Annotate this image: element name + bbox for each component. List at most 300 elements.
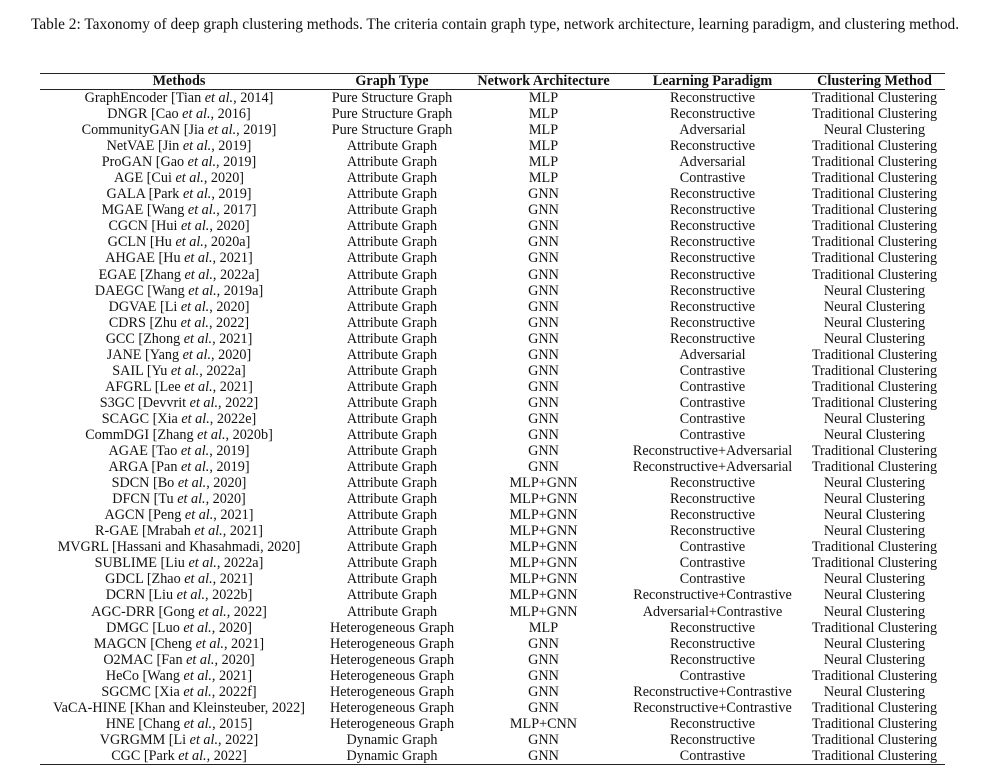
citation-author: Cui — [151, 170, 172, 187]
learning-paradigm-cell: Reconstructive — [669, 475, 756, 492]
network-architecture-cell: GNN — [528, 410, 559, 427]
method-name: DMGC — [106, 619, 149, 636]
citation-year: 2019 — [218, 138, 247, 155]
citation-etal: et al. — [183, 715, 213, 732]
method-name: VaCA-HINE — [52, 699, 127, 716]
table-row — [40, 732, 945, 748]
table-row — [40, 363, 945, 379]
citation-author: Gong — [163, 603, 195, 620]
citation-etal: et al. — [182, 106, 211, 123]
citation-etal: et al. — [183, 330, 213, 347]
method-cell: VGRGMM [Li et al., 2022] — [99, 731, 259, 748]
citation-etal: et al. — [182, 346, 211, 363]
network-architecture-cell: MLP — [528, 106, 559, 123]
table-row — [40, 283, 945, 299]
table-row — [40, 267, 945, 283]
table-row — [40, 459, 945, 475]
table-header-row — [40, 74, 945, 90]
graph-type-cell: Attribute Graph — [346, 539, 438, 556]
table-row — [40, 475, 945, 491]
network-architecture-cell: GNN — [528, 186, 559, 203]
graph-type-cell: Attribute Graph — [346, 443, 438, 460]
method-cell: CGCN [Hui et al., 2020] — [108, 218, 250, 235]
graph-type-cell: Attribute Graph — [346, 234, 438, 251]
learning-paradigm-cell: Reconstructive — [669, 282, 756, 299]
method-cell: SAIL [Yu et al., 2022a] — [112, 362, 246, 379]
clustering-method-cell: Traditional Clustering — [811, 186, 938, 203]
method-cell: CommDGI [Zhang et al., 2020b] — [85, 426, 273, 443]
network-architecture-cell: GNN — [528, 378, 559, 395]
learning-paradigm-cell: Reconstructive — [669, 635, 756, 652]
method-cell: DMGC [Luo et al., 2020] — [106, 619, 252, 636]
table-row — [40, 122, 945, 138]
citation-etal: et al. — [180, 443, 210, 460]
citation-year: 2019 — [218, 186, 247, 203]
graph-type-cell: Attribute Graph — [346, 410, 438, 427]
citation-author: Park — [148, 747, 175, 764]
citation-author: Bo — [157, 475, 175, 492]
citation-etal: et al. — [183, 619, 212, 636]
clustering-method-cell: Traditional Clustering — [811, 539, 938, 556]
citation-etal: et al. — [197, 426, 226, 443]
network-architecture-cell: GNN — [528, 298, 559, 315]
network-architecture-cell: MLP — [528, 619, 559, 636]
citation-etal: et al. — [181, 410, 210, 427]
learning-paradigm-cell: Reconstructive+Contrastive — [633, 699, 792, 716]
citation-author: Gao — [160, 154, 185, 171]
citation-author: Khan and Kleinsteuber — [134, 699, 265, 716]
method-name: AGCN — [104, 507, 145, 524]
network-architecture-cell: GNN — [528, 234, 559, 251]
citation-etal: et al. — [184, 250, 213, 267]
header-methods: Methods — [40, 74, 318, 90]
graph-type-cell: Attribute Graph — [346, 475, 438, 492]
method-cell: HNE [Chang et al., 2015] — [105, 715, 253, 732]
citation-etal: et al. — [176, 587, 206, 604]
method-cell: AGCN [Peng et al., 2021] — [104, 507, 254, 524]
citation-etal: et al. — [175, 234, 204, 251]
method-name: DAEGC — [94, 282, 144, 299]
graph-type-cell: Attribute Graph — [346, 459, 438, 476]
citation-author: Chang — [143, 715, 181, 732]
method-cell: DNGR [Cao et al., 2016] — [107, 106, 251, 123]
clustering-method-cell: Traditional Clustering — [811, 202, 938, 219]
network-architecture-cell: GNN — [528, 635, 559, 652]
citation-etal: et al. — [184, 378, 213, 395]
graph-type-cell: Attribute Graph — [346, 330, 438, 347]
citation-author: Peng — [152, 507, 182, 524]
method-cell: MVGRL [Hassani and Khasahmadi, 2020] — [57, 539, 301, 556]
table-row — [40, 186, 945, 202]
table-row — [40, 684, 945, 700]
clustering-method-cell: Neural Clustering — [823, 507, 926, 524]
network-architecture-cell: MLP — [528, 90, 559, 106]
graph-type-cell: Dynamic Graph — [318, 748, 466, 765]
citation-year: 2022e — [216, 410, 252, 427]
learning-paradigm-cell: Adversarial — [679, 154, 746, 171]
table-row — [40, 379, 945, 395]
method-name: GraphEncoder — [84, 90, 168, 106]
citation-etal: et al. — [207, 122, 237, 139]
network-architecture-cell: MLP — [528, 154, 559, 171]
graph-type-cell: Heterogeneous Graph — [329, 635, 455, 652]
method-name: VGRGMM — [99, 731, 166, 748]
method-cell: R-GAE [Mrabah et al., 2021] — [95, 523, 263, 540]
method-cell: GDCL [Zhao et al., 2021] — [105, 571, 253, 588]
method-cell: GALA [Park et al., 2019] — [106, 186, 252, 203]
clustering-method-cell: Neural Clustering — [823, 298, 926, 315]
table-row — [40, 106, 945, 122]
method-cell: ProGAN [Gao et al., 2019] — [101, 154, 257, 171]
network-architecture-cell: GNN — [528, 443, 559, 460]
clustering-method-cell: Traditional Clustering — [804, 748, 945, 765]
citation-year: 2022 — [233, 603, 263, 620]
citation-year: 2019 — [216, 459, 245, 476]
method-name: DGVAE — [108, 298, 157, 315]
network-architecture-cell: MLP+GNN — [509, 603, 578, 620]
header-graph-type: Graph Type — [318, 74, 466, 90]
network-architecture-cell: GNN — [528, 282, 559, 299]
table-row — [40, 620, 945, 636]
citation-etal: et al. — [184, 507, 214, 524]
citation-year: 2022 — [213, 747, 243, 764]
clustering-method-cell: Neural Clustering — [823, 426, 926, 443]
learning-paradigm-cell: Reconstructive+Adversarial — [632, 459, 793, 476]
method-cell: HeCo [Wang et al., 2021] — [105, 667, 253, 684]
learning-paradigm-cell: Reconstructive — [669, 266, 756, 283]
method-name: GCLN — [107, 234, 147, 251]
citation-year: 2019a — [223, 282, 259, 299]
method-cell: AGE [Cui et al., 2020] — [113, 170, 245, 187]
citation-author: Zhu — [154, 314, 178, 331]
learning-paradigm-cell: Reconstructive — [669, 234, 756, 251]
graph-type-cell: Pure Structure Graph — [331, 106, 453, 123]
graph-type-cell: Pure Structure Graph — [331, 122, 453, 139]
method-name: GCC — [105, 330, 135, 347]
graph-type-cell: Attribute Graph — [346, 507, 438, 524]
citation-year: 2020b — [232, 426, 269, 443]
table-row — [40, 523, 945, 539]
table-row — [40, 539, 945, 555]
citation-year: 2022b — [212, 587, 248, 604]
citation-etal: et al. — [177, 491, 206, 508]
clustering-method-cell: Neural Clustering — [823, 683, 926, 700]
method-cell: CGC [Park et al., 2022] — [40, 748, 318, 765]
citation-year: 2017 — [223, 202, 252, 219]
network-architecture-cell: GNN — [466, 748, 621, 765]
citation-year: 2022 — [225, 394, 254, 411]
table-caption: Table 2: Taxonomy of deep graph clustering methods. The criteria contain graph type, network architecture, learning paradigm, and clustering method. — [31, 16, 960, 33]
citation-etal: et al. — [184, 571, 213, 588]
citation-etal: et al. — [180, 314, 209, 331]
method-cell: SCAGC [Xia et al., 2022e] — [101, 410, 257, 427]
citation-author: Fan — [161, 651, 183, 668]
method-name: SGCMC — [101, 683, 152, 700]
citation-etal: et al. — [182, 186, 212, 203]
citation-etal: et al. — [194, 523, 223, 540]
clustering-method-cell: Traditional Clustering — [811, 555, 938, 572]
citation-year: 2022a — [206, 362, 242, 379]
citation-etal: et al. — [188, 282, 217, 299]
method-name: SCAGC — [101, 410, 150, 427]
learning-paradigm-cell: Contrastive — [679, 378, 746, 395]
citation-etal: et al. — [178, 747, 207, 764]
graph-type-cell: Attribute Graph — [346, 587, 438, 604]
network-architecture-cell: MLP+GNN — [509, 475, 578, 492]
method-cell: AHGAE [Hu et al., 2021] — [105, 250, 253, 267]
citation-author: Yu — [151, 362, 168, 379]
method-name: HNE — [105, 715, 135, 732]
clustering-method-cell: Traditional Clustering — [811, 443, 938, 460]
citation-etal: et al. — [180, 459, 210, 476]
method-name: AGAE — [108, 443, 148, 460]
table-row — [40, 748, 945, 765]
citation-year: 2021 — [219, 250, 248, 267]
clustering-method-cell: Neural Clustering — [823, 603, 926, 620]
table-row — [40, 347, 945, 363]
method-cell: ARGA [Pan et al., 2019] — [108, 459, 250, 476]
network-architecture-cell: GNN — [528, 314, 559, 331]
citation-etal: et al. — [187, 202, 217, 219]
network-architecture-cell: GNN — [528, 683, 559, 700]
method-name: ARGA — [108, 459, 148, 476]
learning-paradigm-cell: Reconstructive — [669, 106, 756, 123]
table-row — [40, 90, 945, 107]
graph-type-cell: Attribute Graph — [346, 523, 438, 540]
network-architecture-cell: GNN — [528, 699, 559, 716]
graph-type-cell: Heterogeneous Graph — [329, 699, 455, 716]
citation-author: Jia — [188, 122, 205, 139]
method-cell: VaCA-HINE [Khan and Kleinsteuber, 2022] — [52, 699, 305, 716]
citation-year: 2021 — [219, 571, 249, 588]
graph-type-cell: Attribute Graph — [346, 603, 438, 620]
graph-type-cell: Attribute Graph — [346, 491, 438, 508]
network-architecture-cell: GNN — [528, 426, 559, 443]
learning-paradigm-cell: Contrastive — [679, 170, 746, 187]
method-name: EGAE — [98, 266, 137, 283]
learning-paradigm-cell: Reconstructive — [669, 491, 756, 508]
method-name: AGC-DRR — [91, 603, 155, 620]
method-name: DCRN — [105, 587, 146, 604]
clustering-method-cell: Traditional Clustering — [811, 362, 938, 379]
citation-year: 2020 — [267, 539, 296, 556]
method-name: CommunityGAN — [81, 122, 181, 139]
network-architecture-cell: MLP+GNN — [509, 523, 578, 540]
citation-year: 2020 — [212, 491, 242, 508]
clustering-method-cell: Neural Clustering — [823, 635, 926, 652]
network-architecture-cell: GNN — [528, 394, 559, 411]
citation-author: Zhang — [144, 266, 181, 283]
network-architecture-cell: MLP — [528, 122, 559, 139]
table-row — [40, 443, 945, 459]
learning-paradigm-cell: Reconstructive — [669, 619, 756, 636]
citation-year: 2021 — [231, 635, 260, 652]
header-learning-paradigm: Learning Paradigm — [621, 74, 804, 90]
table-row — [40, 652, 945, 668]
learning-paradigm-cell: Reconstructive — [669, 507, 756, 524]
citation-etal: et al. — [175, 170, 204, 187]
table-row — [40, 571, 945, 587]
graph-type-cell: Attribute Graph — [346, 298, 438, 315]
method-cell: AFGRL [Lee et al., 2021] — [105, 378, 253, 395]
table-row — [40, 218, 945, 234]
method-name: GALA — [106, 186, 146, 203]
table-row — [40, 250, 945, 266]
citation-etal: et al. — [177, 475, 207, 492]
method-name: S3GC — [99, 394, 135, 411]
citation-year: 2022a — [223, 555, 259, 572]
clustering-method-cell: Traditional Clustering — [811, 378, 938, 395]
clustering-method-cell: Traditional Clustering — [811, 715, 938, 732]
citation-year: 2021 — [229, 523, 259, 540]
learning-paradigm-cell: Reconstructive — [669, 186, 756, 203]
learning-paradigm-cell: Reconstructive — [669, 250, 756, 267]
network-architecture-cell: GNN — [528, 330, 559, 347]
citation-year: 2020 — [210, 170, 240, 187]
network-architecture-cell: GNN — [528, 731, 559, 748]
learning-paradigm-cell: Reconstructive — [669, 218, 756, 235]
graph-type-cell: Attribute Graph — [346, 362, 438, 379]
citation-year: 2022 — [225, 731, 254, 748]
table-row — [40, 716, 945, 732]
method-name: ProGAN — [101, 154, 153, 171]
citation-year: 2022f — [218, 683, 252, 700]
clustering-method-cell: Traditional Clustering — [811, 667, 938, 684]
graph-type-cell: Attribute Graph — [346, 138, 438, 155]
network-architecture-cell: GNN — [528, 266, 559, 283]
method-cell: CommunityGAN [Jia et al., 2019] — [81, 122, 277, 139]
table-row — [40, 555, 945, 571]
graph-type-cell: Attribute Graph — [346, 394, 438, 411]
table-row — [40, 154, 945, 170]
clustering-method-cell: Traditional Clustering — [811, 234, 938, 251]
graph-type-cell: Heterogeneous Graph — [329, 683, 455, 700]
method-cell: MGAE [Wang et al., 2017] — [101, 202, 257, 219]
method-name: CommDGI — [85, 426, 150, 443]
method-cell: AGC-DRR [Gong et al., 2022] — [91, 603, 267, 620]
network-architecture-cell: GNN — [528, 362, 559, 379]
clustering-method-cell: Traditional Clustering — [811, 138, 938, 155]
method-cell: GCC [Zhong et al., 2021] — [105, 330, 253, 347]
clustering-method-cell: Neural Clustering — [823, 651, 926, 668]
graph-type-cell: Heterogeneous Graph — [329, 619, 455, 636]
graph-type-cell: Attribute Graph — [346, 555, 438, 572]
citation-year: 2021 — [220, 507, 249, 524]
citation-etal: et al. — [170, 362, 200, 379]
citation-author: Wang — [151, 202, 185, 219]
citation-author: Zhang — [157, 426, 194, 443]
method-name: AHGAE — [105, 250, 155, 267]
network-architecture-cell: GNN — [528, 202, 559, 219]
method-name: DFCN — [112, 491, 151, 508]
network-architecture-cell: MLP+CNN — [509, 715, 578, 732]
learning-paradigm-cell: Contrastive — [679, 571, 746, 588]
method-cell: DGVAE [Li et al., 2020] — [108, 298, 250, 315]
table-row — [40, 668, 945, 684]
citation-author: Li — [173, 731, 187, 748]
citation-author: Hu — [163, 250, 181, 267]
citation-author: Pan — [156, 459, 178, 476]
network-architecture-cell: MLP+GNN — [509, 587, 578, 604]
graph-type-cell: Heterogeneous Graph — [329, 715, 455, 732]
network-architecture-cell: GNN — [528, 459, 559, 476]
clustering-method-cell: Traditional Clustering — [811, 619, 938, 636]
method-cell: EGAE [Zhang et al., 2022a] — [98, 266, 260, 283]
learning-paradigm-cell: Contrastive — [679, 555, 746, 572]
taxonomy-table — [40, 73, 945, 765]
method-name: CGC — [111, 747, 141, 764]
graph-type-cell: Attribute Graph — [346, 202, 438, 219]
network-architecture-cell: MLP — [528, 138, 559, 155]
network-architecture-cell: GNN — [528, 346, 559, 363]
citation-year: 2020 — [216, 218, 245, 235]
network-architecture-cell: MLP+GNN — [509, 507, 578, 524]
clustering-method-cell: Neural Clustering — [823, 571, 926, 588]
citation-year: 2020 — [213, 475, 242, 492]
learning-paradigm-cell: Reconstructive — [669, 523, 756, 540]
table-row — [40, 202, 945, 218]
method-name: SUBLIME — [94, 555, 157, 572]
graph-type-cell: Attribute Graph — [346, 426, 438, 443]
table-row — [40, 138, 945, 154]
graph-type-cell: Attribute Graph — [346, 218, 438, 235]
table-row — [40, 604, 945, 620]
table-row — [40, 315, 945, 331]
citation-year: 2022 — [271, 699, 301, 716]
table-row — [40, 507, 945, 523]
citation-author: Liu — [165, 555, 185, 572]
network-architecture-cell: GNN — [528, 250, 559, 267]
method-name: AGE — [113, 170, 144, 187]
method-name: MVGRL — [57, 539, 109, 556]
method-cell: JANE [Yang et al., 2020] — [106, 346, 252, 363]
learning-paradigm-cell: Adversarial+Contrastive — [642, 603, 783, 620]
network-architecture-cell: MLP+GNN — [509, 539, 578, 556]
learning-paradigm-cell: Contrastive — [679, 410, 746, 427]
clustering-method-cell: Neural Clustering — [823, 282, 926, 299]
table-row — [40, 587, 945, 603]
clustering-method-cell: Neural Clustering — [823, 410, 926, 427]
graph-type-cell: Attribute Graph — [346, 154, 438, 171]
method-cell: CDRS [Zhu et al., 2022] — [108, 314, 250, 331]
method-name: AFGRL — [105, 378, 152, 395]
clustering-method-cell: Neural Clustering — [823, 491, 926, 508]
method-name: NetVAE — [106, 138, 155, 155]
citation-etal: et al. — [198, 603, 227, 620]
clustering-method-cell: Neural Clustering — [823, 475, 926, 492]
network-architecture-cell: MLP+GNN — [509, 555, 578, 572]
citation-year: 2015 — [219, 715, 248, 732]
clustering-method-cell: Traditional Clustering — [811, 394, 938, 411]
method-cell: DAEGC [Wang et al., 2019a] — [94, 282, 264, 299]
graph-type-cell: Attribute Graph — [346, 346, 438, 363]
clustering-method-cell: Neural Clustering — [823, 122, 926, 139]
citation-etal: et al. — [182, 138, 212, 155]
method-cell: NetVAE [Jin et al., 2019] — [106, 138, 252, 155]
citation-author: Devvrit — [142, 394, 187, 411]
table-row — [40, 170, 945, 186]
citation-author: Cao — [155, 106, 179, 123]
citation-etal: et al. — [187, 154, 217, 171]
citation-author: Hassani and Khasahmadi — [116, 539, 261, 556]
citation-author: Hui — [156, 218, 178, 235]
method-name: MGAE — [101, 202, 144, 219]
graph-type-cell: Attribute Graph — [346, 170, 438, 187]
learning-paradigm-cell: Contrastive — [679, 539, 746, 556]
graph-type-cell: Attribute Graph — [346, 314, 438, 331]
graph-type-cell: Attribute Graph — [346, 266, 438, 283]
citation-year: 2020 — [218, 346, 247, 363]
